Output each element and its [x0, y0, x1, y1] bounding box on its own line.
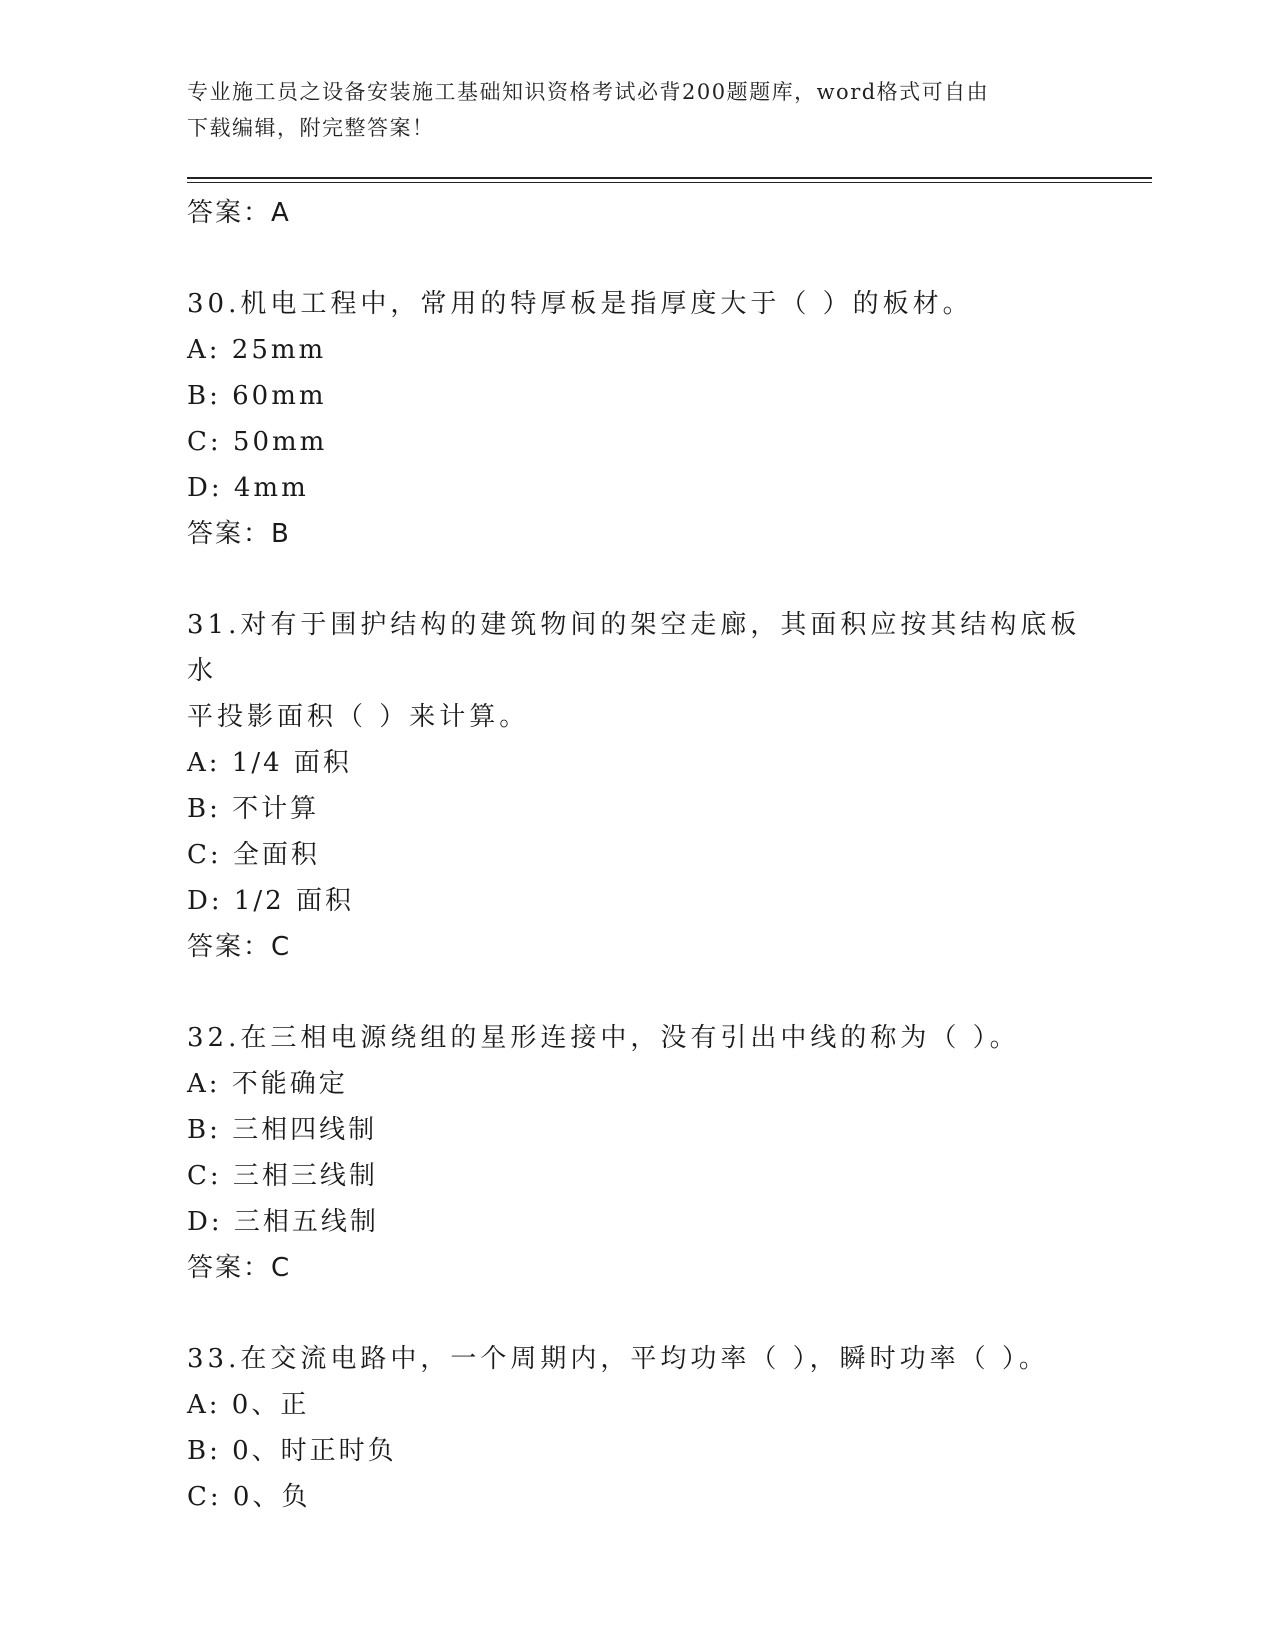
answer-line: 答案：C	[187, 932, 292, 962]
question-31	[187, 602, 1107, 970]
option-a: A: 0、正	[187, 1390, 310, 1420]
header-rule-thick	[187, 177, 1152, 179]
header-line-1: 专业施工员之设备安装施工基础知识资格考试必背200题题库，word格式可自由	[187, 80, 990, 104]
option-c: C: 50mm	[187, 427, 328, 457]
question-text-line-2: 平投影面积（ ）来计算。	[187, 702, 530, 732]
header-rule-thin	[187, 182, 1152, 183]
option-d: D: 1/2 面积	[187, 886, 354, 916]
answer-line: 答案：C	[187, 1253, 292, 1283]
question-text: 30.机电工程中，常用的特厚板是指厚度大于（ ）的板材。	[187, 289, 973, 319]
question-text: 33.在交流电路中，一个周期内，平均功率（ ），瞬时功率（ ）。	[187, 1344, 1049, 1374]
option-c: C: 全面积	[187, 840, 320, 870]
question-32	[187, 1015, 1107, 1291]
answer-line: 答案：A	[187, 198, 291, 228]
option-b: B: 0、时正时负	[187, 1436, 397, 1466]
option-b: B: 不计算	[187, 794, 320, 824]
option-c: C: 0、负	[187, 1482, 311, 1512]
document-body	[187, 190, 1107, 1520]
answer-line: 答案：B	[187, 519, 291, 549]
option-b: B: 60mm	[187, 381, 327, 411]
option-c: C: 三相三线制	[187, 1161, 378, 1191]
option-d: D: 4mm	[187, 473, 309, 503]
option-a: A: 不能确定	[187, 1069, 348, 1099]
question-text: 32.在三相电源绕组的星形连接中，没有引出中线的称为（ ）。	[187, 1023, 1020, 1053]
option-b: B: 三相四线制	[187, 1115, 378, 1145]
option-a: A: 25mm	[187, 335, 327, 365]
question-text-line-1: 31.对有于围护结构的建筑物间的架空走廊，其面积应按其结构底板水	[187, 610, 1081, 686]
question-33	[187, 1336, 1107, 1520]
question-30	[187, 281, 1107, 557]
document-header	[187, 74, 1067, 146]
option-d: D: 三相五线制	[187, 1207, 379, 1237]
option-a: A: 1/4 面积	[187, 748, 352, 778]
header-line-2: 下载编辑，附完整答案！	[187, 116, 435, 140]
